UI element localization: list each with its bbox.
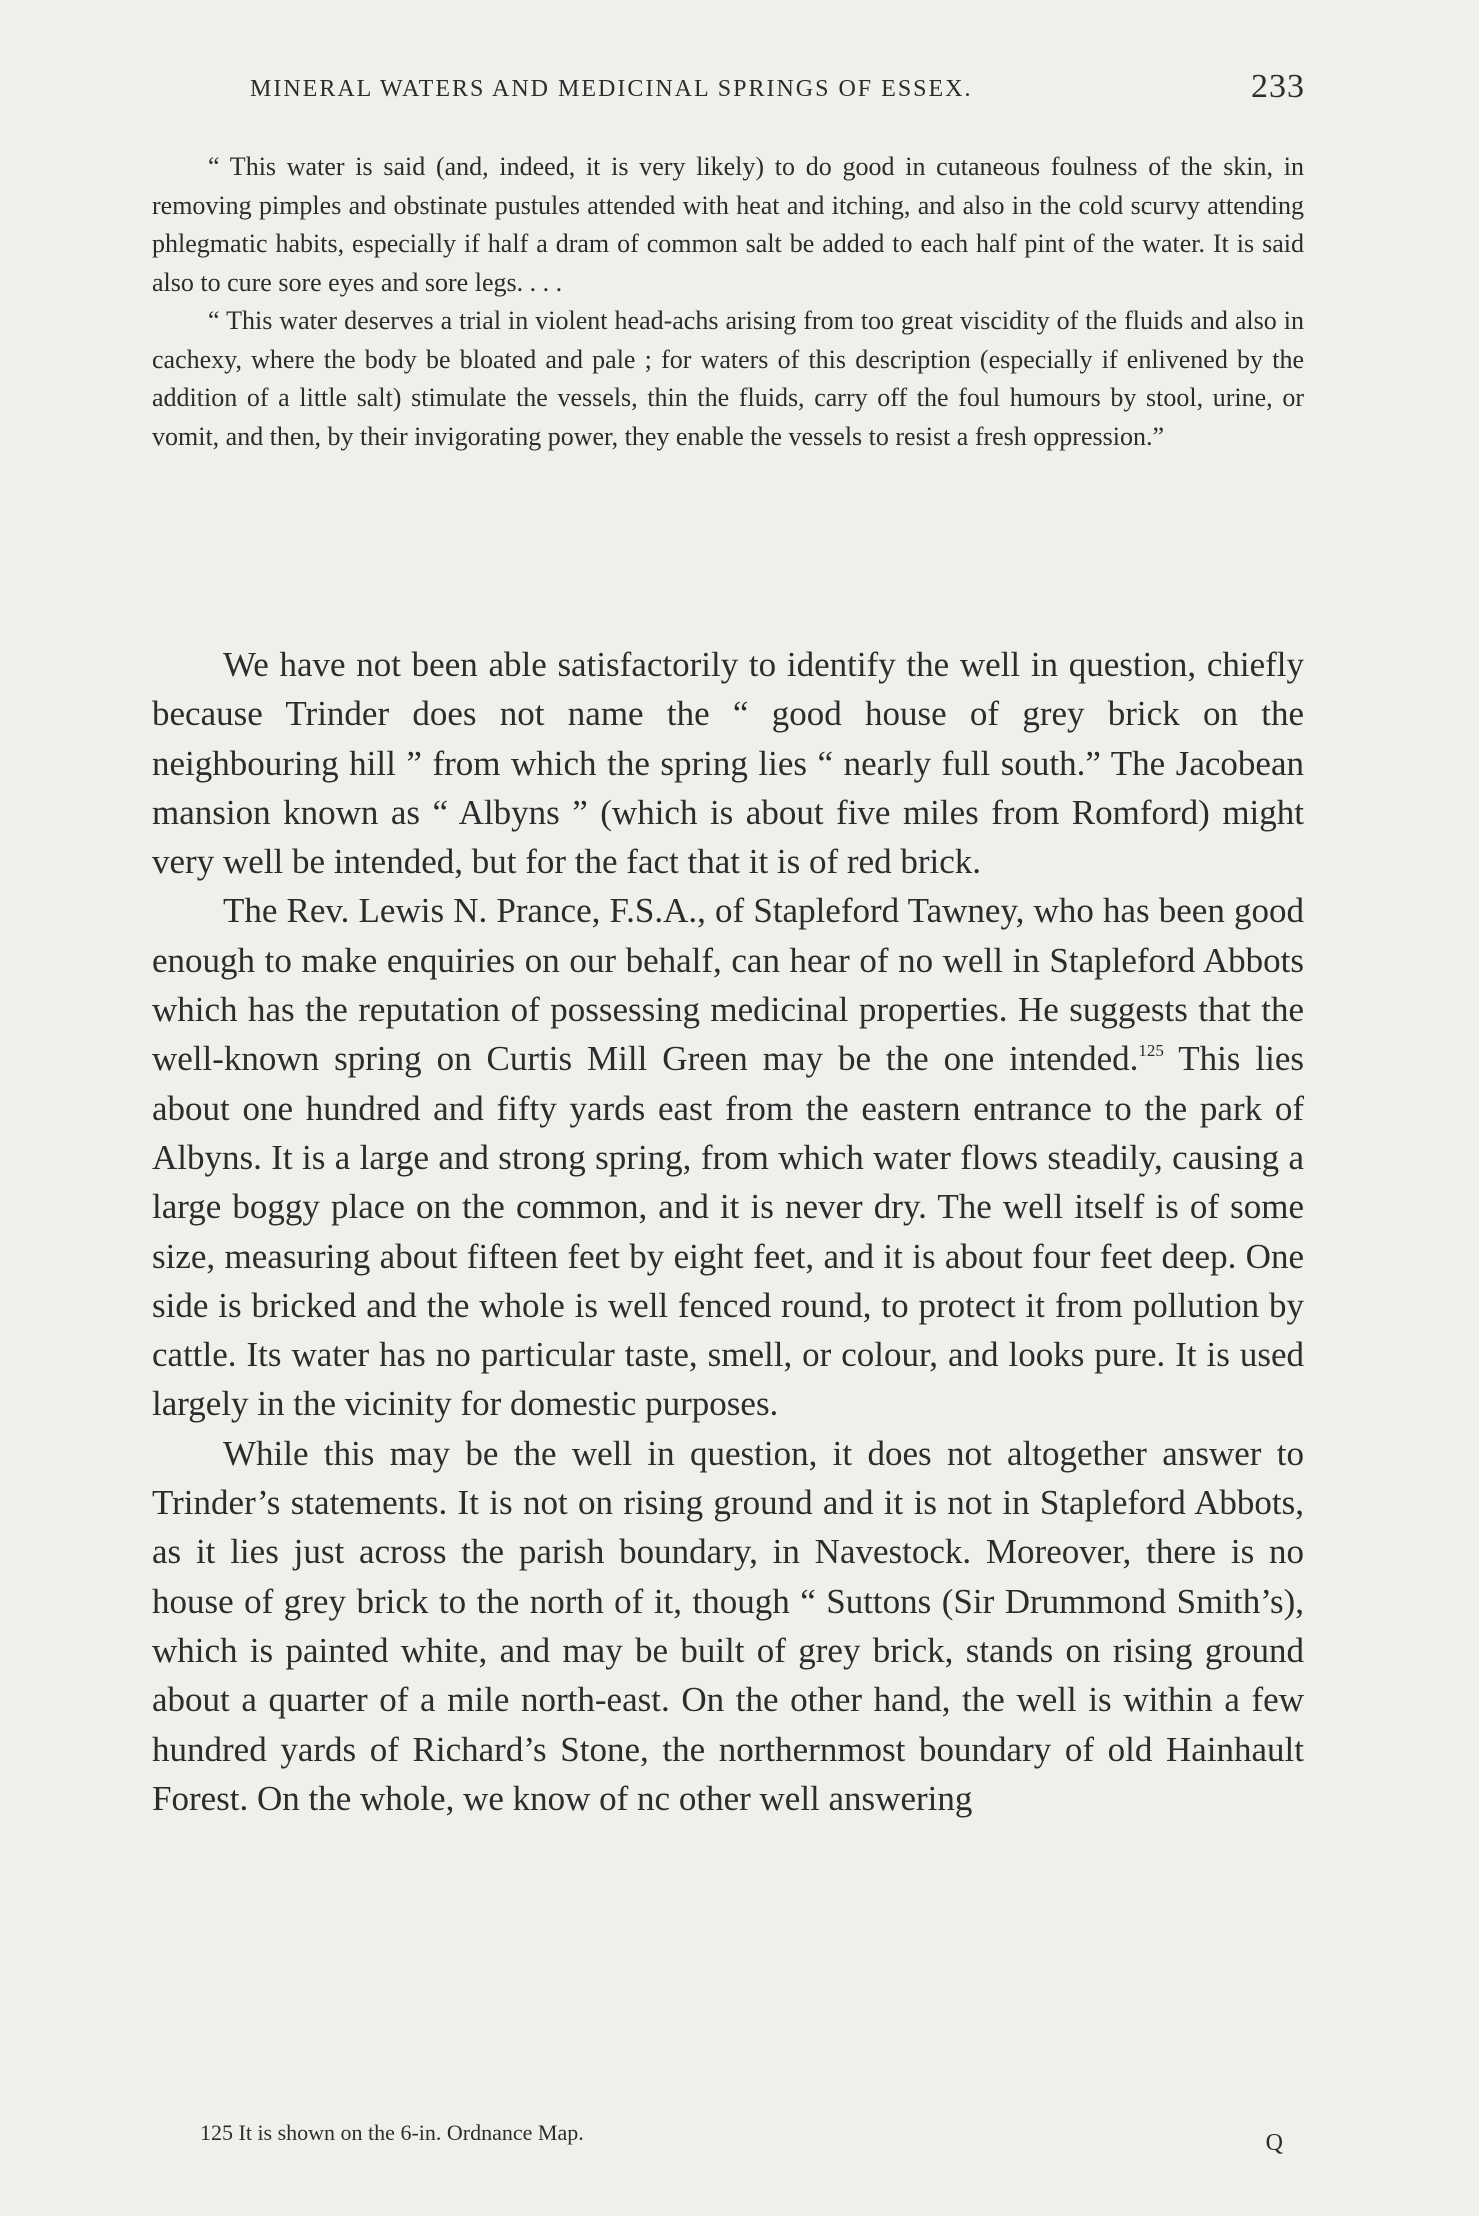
page-number: 233 [1251,68,1305,105]
quoted-passage [152,148,1304,456]
signature-mark: Q [1265,2130,1283,2156]
quote-paragraph-2: “ This water deserves a trial in violent head-achs arising from too great viscidity of the fluids and also in cachexy, where the body be bloated and pale ; for waters of this description (especially if enlivened by the addition of a little salt) stimulate the vessels, thin the fluids, carry off the foul humours by stool, urine, or vomit, and then, by their invigorating power, they enable the vessels to resist a fresh oppression.” [152,306,1304,451]
running-title: MINERAL WATERS AND MEDICINAL SPRINGS OF ESSEX. [250,76,973,102]
footnote-reference: 125 [1138,1041,1164,1061]
body-paragraph-2-start: The Rev. Lewis N. Prance, F.S.A., of Stapleford Tawney, who has been good enough to make enquiries on our behalf, can hear of no well in Stapleford Abbots which has the reputation of possessing medicinal properties. He suggests that the well-known spring on Curtis Mill Green may be the one intended. [152,891,1304,1079]
main-text [152,640,1304,1823]
body-paragraph-2-end: This lies about one hundred and fifty yards east from the eastern entrance to the park of Albyns. It is a large and strong spring, from which water flows steadily, causing a large boggy place on the common, and it is never dry. The well itself is of some size, measuring about fifteen feet by eight feet, and it is about four feet deep. One side is bricked and the whole is well fenced round, to protect it from pollution by cattle. Its water has no particular taste, smell, or colour, and looks pure. It is used largely in the vicinity for domestic purposes. [152,1039,1304,1424]
body-paragraph-3: While this may be the well in question, it does not altogether answer to Trinder’s statements. It is not on rising ground and it is not in Stapleford Abbots, as it lies just across the parish boundary, in Navestock. Moreover, there is no house of grey brick to the north of it, though “ Suttons (Sir Drummond Smith’s), which is painted white, and may be built of grey brick, stands on rising ground about a quarter of a mile north-east. On the other hand, the well is within a few hundred yards of Richard’s Stone, the northernmost boundary of old Hainhault Forest. On the whole, we know of nc other well answering [152,1433,1304,1818]
quote-paragraph-1: “ This water is said (and, indeed, it is very likely) to do good in cutaneous foulness of the skin, in removing pimples and obstinate pustules attended with heat and itching, and also in the cold scurvy attending phlegmatic habits, especially if half a dram of common salt be added to each half pint of the water. It is said also to cure sore eyes and sore legs. . . . [152,152,1304,297]
book-page [150,60,1305,2160]
footnote: 125 It is shown on the 6-in. Ordnance Map. [200,2120,584,2145]
body-paragraph-2 [152,886,1304,1428]
body-paragraph-1: We have not been able satisfactorily to identify the well in question, chiefly because Trinder does not name the “ good house of grey brick on the neighbouring hill ” from which the spring lies “ nearly full south.” The Jacobean mansion known as “ Albyns ” (which is about five miles from Romford) might very well be intended, but for the fact that it is of red brick. [152,645,1304,882]
page-header [150,68,1305,112]
